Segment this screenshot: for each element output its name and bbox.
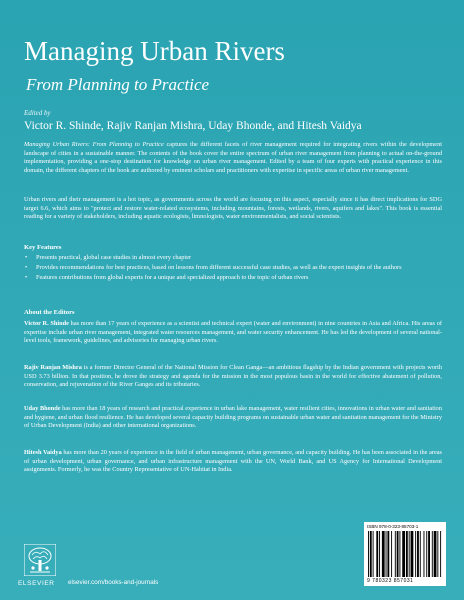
publisher-url[interactable]: elsevier.com/books-and-journals <box>68 579 159 586</box>
about-editors-heading: About the Editors <box>24 309 75 316</box>
key-features-list <box>24 254 442 284</box>
intro-paragraph <box>24 141 442 175</box>
editor-bio-text: has more than 20 years of experience in the field of urban management, urban governance, and capacity building. He has been associated in the areas of urban development, urban governance, and urban infrastructure management with the UN, World Bank, and US Agency for International Development assignments. Formerly, he was the Country Representative of UN-Habitat in India. <box>24 449 442 474</box>
edited-by-label: Edited by <box>24 109 51 117</box>
key-features-heading: Key Features <box>24 244 62 251</box>
barcode-icon <box>368 531 442 577</box>
elsevier-tree-logo-icon <box>24 544 56 576</box>
book-title: Managing Urban Rivers <box>24 36 285 66</box>
editor-name: Rajiv Ranjan Mishra <box>24 364 82 371</box>
editor-bio-text: has more than 17 years of experience as a scientist and technical expert (water and environment) in nine countries in Asia and Africa. His areas of expertise include urban river management, integrated water resources management, and water security enhancement. He has led the development of several national-level tools, framework, guidelines, and advisories for managing urban rivers. <box>24 320 442 345</box>
editor-bio-text: is a former Director General of the National Mission for Clean Ganga—an ambitious flagship by the Indian government with projects worth USD 3.73 billion. In that position, he drove the strategy and agenda for the mission in the most populous basin in the world for effective abatement of pollution, conservation, and rejuvenation of the River Ganges and its tributaries. <box>24 364 443 389</box>
editor-bio <box>24 405 442 431</box>
book-subtitle: From Planning to Practice <box>26 75 210 94</box>
bullet-icon: • <box>25 264 28 272</box>
publisher-name: ELSEVIER <box>18 580 55 587</box>
bullet-icon: • <box>25 254 28 261</box>
editor-bio-text: has more than 18 years of research and practical experience in urban lake management, water resilient cities, innovations in urban water and sanitation and hygiene, and urban flood resilience. He has developed several capacity building programs on sustainable urban water and sanitation management for the Ministry of Urban Development (India) and other international organizations. <box>24 405 442 430</box>
feature-text: Provides recommendations for best practices, based on lessons from different successful case studies, as well as the expert insights of the authors <box>36 264 402 272</box>
intro-text: captures the different facets of river management required for integrating rivers within the development landscape of cities in a sustainable manner. The contents of the book cover the entire spectrum of urban river management from planning to actual on-the-ground implementation, providing a one-stop destination for knowledge on urban river management. Edited by a team of four experts with practical experience in this domain, the different chapters of the book are authored by eminent scholars and practitioners with expertise in specific areas of urban river management. <box>24 141 442 174</box>
list-item <box>24 274 442 283</box>
editor-name: Uday Bhonde <box>24 405 61 412</box>
feature-text: Features contributions from global experts for a unique and specialized approach to the topic of urban rivers <box>36 274 309 282</box>
feature-text: Presents practical, global case studies in almost every chapter <box>36 254 192 261</box>
isbn-barcode-box <box>364 522 446 586</box>
editors-list: Victor R. Shinde, Rajiv Ranjan Mishra, Uday Bhonde, and Hitesh Vaidya <box>24 120 362 132</box>
editor-name: Hitesh Vaidya <box>24 449 62 456</box>
editor-bio <box>24 364 442 390</box>
rivers-paragraph: Urban rivers and their management is a hot topic, as governments across the world are focusing on this aspect, especially since it has direct implications for SDG target 6.6, which aims to "protect and restore water-related ecosystems, including mountains, forests, wetlands, rivers, aquifers and lakes". This book is essential reading for a variety of stakeholders, including aquatic ecologists, limnologists, water environmentalists, and social scientists. <box>24 196 442 221</box>
editor-bio <box>24 449 442 475</box>
barcode-digits: 9 780323 857031 <box>367 578 414 584</box>
intro-book-title: Managing Urban Rivers: From Planning to Practice <box>24 141 164 148</box>
editor-name: Victor R. Shinde <box>24 320 69 327</box>
isbn-label: ISBN 978-0-323-85703-1 <box>367 524 419 529</box>
list-item <box>24 264 442 273</box>
bullet-icon: • <box>25 274 28 282</box>
editor-bio <box>24 320 442 346</box>
list-item <box>24 254 442 263</box>
